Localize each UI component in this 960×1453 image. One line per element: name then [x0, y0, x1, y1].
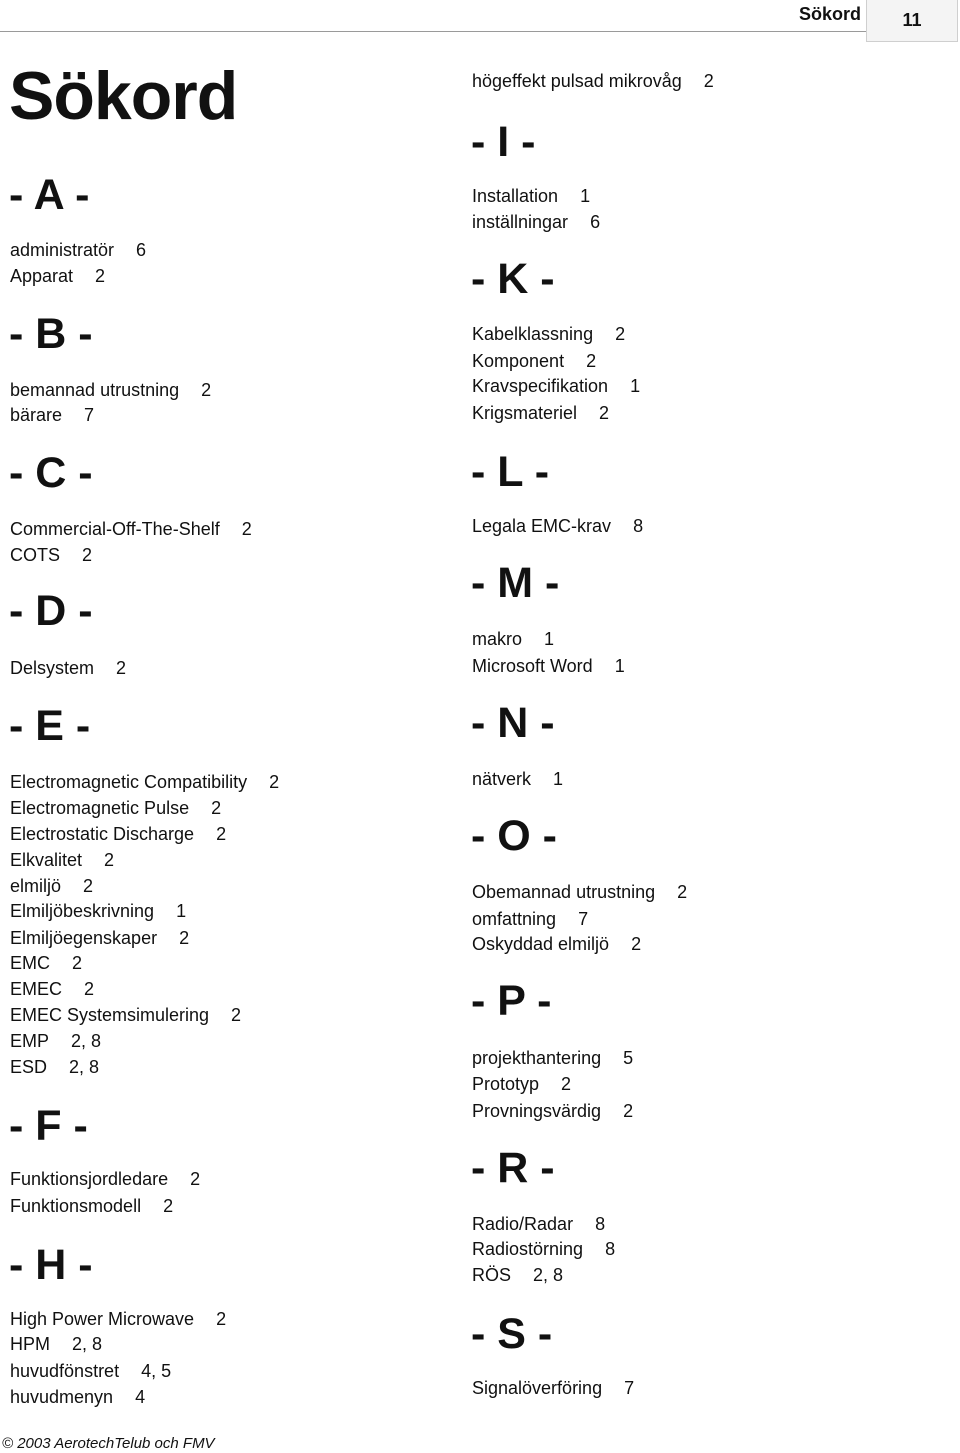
index-page-ref: 2: [216, 824, 227, 844]
index-page-ref: 2, 8: [69, 1057, 100, 1077]
index-term: Radiostörning: [472, 1239, 584, 1259]
index-term: nätverk: [472, 769, 532, 789]
index-page-ref: 2, 8: [72, 1334, 103, 1354]
index-entry: [472, 1379, 634, 1397]
index-term: Microsoft Word: [472, 656, 593, 676]
index-letter-heading: - L -: [471, 448, 550, 496]
index-page-ref: 4: [135, 1387, 146, 1407]
index-page-ref: 2: [216, 1309, 227, 1329]
index-page-ref: 6: [590, 212, 601, 232]
header-section-label: Sökord: [799, 4, 862, 24]
index-entry: [472, 1049, 633, 1067]
index-page-ref: 2: [703, 71, 714, 91]
index-letter-heading: - D -: [9, 587, 93, 635]
index-term: Elkvalitet: [10, 850, 83, 870]
index-term: Electromagnetic Pulse: [10, 798, 190, 818]
index-letter-heading: - N -: [471, 699, 555, 747]
index-page-ref: 5: [623, 1048, 634, 1068]
index-page-ref: 1: [553, 769, 564, 789]
index-term: EMEC: [10, 979, 63, 999]
index-page-ref: 1: [580, 186, 591, 206]
index-term: makro: [472, 629, 523, 649]
page-number: 11: [866, 0, 958, 42]
index-page-ref: 2: [82, 545, 93, 565]
index-page-ref: 1: [614, 656, 625, 676]
index-term: EMEC Systemsimulering: [10, 1005, 210, 1025]
index-term: RÖS: [472, 1265, 512, 1285]
index-entry: [472, 1240, 615, 1258]
index-page-ref: 2: [83, 876, 94, 896]
index-letter-heading: - O -: [471, 812, 557, 860]
index-entry: [472, 935, 641, 953]
index-term: EMP: [10, 1031, 50, 1051]
index-term: HPM: [10, 1334, 50, 1354]
index-term: bärare: [10, 405, 63, 425]
index-term: Delsystem: [10, 658, 95, 678]
index-term: omfattning: [472, 909, 557, 929]
index-page-ref: 6: [136, 240, 147, 260]
index-term: elmiljö: [10, 876, 62, 896]
index-page-ref: 2: [211, 798, 222, 818]
index-term: Provningsvärdig: [472, 1101, 602, 1121]
index-page-ref: 2: [201, 380, 212, 400]
index-entry: [472, 404, 609, 422]
index-entry: [472, 883, 687, 901]
index-page-ref: 2: [269, 772, 280, 792]
index-term: Funktionsmodell: [10, 1196, 142, 1216]
index-page-ref: 2: [623, 1101, 634, 1121]
index-page-ref: 1: [630, 376, 641, 396]
index-page-ref: 2: [631, 934, 642, 954]
index-term: Kabelklassning: [472, 324, 594, 344]
index-page-ref: 2: [104, 850, 115, 870]
index-page-ref: 1: [176, 901, 187, 921]
index-page-ref: 2: [190, 1169, 201, 1189]
index-page-ref: 2: [599, 403, 610, 423]
index-page-ref: 4, 5: [141, 1361, 172, 1381]
index-term: inställningar: [472, 212, 569, 232]
index-letter-heading: - B -: [9, 310, 93, 358]
index-page-ref: 2: [241, 519, 252, 539]
index-page-ref: 2: [84, 979, 95, 999]
index-entry: [472, 1075, 571, 1093]
index-term: COTS: [10, 545, 61, 565]
index-entry: [472, 352, 596, 370]
index-entry: [472, 770, 563, 788]
index-term: High Power Microwave: [10, 1309, 195, 1329]
index-entry: [472, 325, 625, 343]
index-letter-heading: - P -: [471, 977, 552, 1025]
index-letter-heading: - H -: [9, 1241, 93, 1289]
index-term: högeffekt pulsad mikrovåg: [472, 71, 682, 91]
index-page-ref: 2: [231, 1005, 242, 1025]
index-term: Radio/Radar: [472, 1214, 574, 1234]
index-term: huvudfönstret: [10, 1361, 120, 1381]
index-term: huvudmenyn: [10, 1387, 114, 1407]
index-page-ref: 2: [586, 351, 597, 371]
index-page-ref: 1: [544, 629, 555, 649]
index-entry: [472, 657, 625, 675]
index-page-ref: 8: [633, 516, 644, 536]
page-title: Sökord: [9, 58, 238, 134]
index-term: Obemannad utrustning: [472, 882, 656, 902]
index-page-ref: 7: [84, 405, 95, 425]
index-letter-heading: - E -: [9, 702, 91, 750]
index-entry: [472, 1102, 633, 1120]
index-page-ref: 2, 8: [71, 1031, 102, 1051]
index-page-ref: 2, 8: [533, 1265, 564, 1285]
index-term: Electrostatic Discharge: [10, 824, 195, 844]
index-term: ESD: [10, 1057, 48, 1077]
index-page-ref: 2: [561, 1074, 572, 1094]
index-term: Prototyp: [472, 1074, 540, 1094]
index-term: projekthantering: [472, 1048, 602, 1068]
index-term: Elmiljöegenskaper: [10, 928, 158, 948]
index-letter-heading: - S -: [471, 1310, 553, 1358]
index-entry: [472, 377, 640, 395]
index-term: Installation: [472, 186, 559, 206]
index-term: Elmiljöbeskrivning: [10, 901, 155, 921]
index-term: Kravspecifikation: [472, 376, 609, 396]
index-entry: [472, 910, 588, 928]
index-entry: [472, 187, 590, 205]
index-entry: [472, 517, 643, 535]
index-term: Komponent: [472, 351, 565, 371]
index-page-ref: 2: [163, 1196, 174, 1216]
index-page-ref: 2: [95, 266, 106, 286]
index-entry: [472, 1266, 563, 1284]
index-letter-heading: - R -: [471, 1144, 555, 1192]
index-term: EMC: [10, 953, 50, 973]
index-term: Commercial-Off-The-Shelf: [10, 519, 220, 539]
copyright-footer: © 2003 AerotechTelub och FMV: [2, 1435, 215, 1452]
index-page-ref: 2: [116, 658, 127, 678]
index-page-ref: 7: [624, 1378, 635, 1398]
index-term: Funktionsjordledare: [10, 1169, 169, 1189]
index-term: Oskyddad elmiljö: [472, 934, 610, 954]
index-page-ref: 2: [615, 324, 626, 344]
index-term: bemannad utrustning: [10, 380, 180, 400]
index-page-ref: 8: [605, 1239, 616, 1259]
index-page-ref: 2: [72, 953, 83, 973]
index-term: Electromagnetic Compatibility: [10, 772, 248, 792]
index-term: Legala EMC-krav: [472, 516, 612, 536]
index-page-ref: 2: [179, 928, 190, 948]
index-letter-heading: - M -: [471, 559, 560, 607]
index-letter-heading: - F -: [9, 1102, 88, 1150]
index-page-ref: 8: [595, 1214, 606, 1234]
index-term: Krigsmateriel: [472, 403, 578, 423]
index-entry: [472, 213, 600, 231]
index-letter-heading: - K -: [471, 255, 555, 303]
index-letter-heading: - A -: [9, 171, 90, 219]
index-page-ref: 7: [578, 909, 589, 929]
index-term: Signalöverföring: [472, 1378, 603, 1398]
index-entry: [472, 1215, 605, 1233]
index-term: administratör: [10, 240, 115, 260]
index-entry: [472, 72, 714, 90]
index-entry: [472, 630, 554, 648]
index-letter-heading: - C -: [9, 449, 93, 497]
index-letter-heading: - I -: [471, 118, 536, 166]
index-term: Apparat: [10, 266, 74, 286]
index-page-ref: 2: [677, 882, 688, 902]
